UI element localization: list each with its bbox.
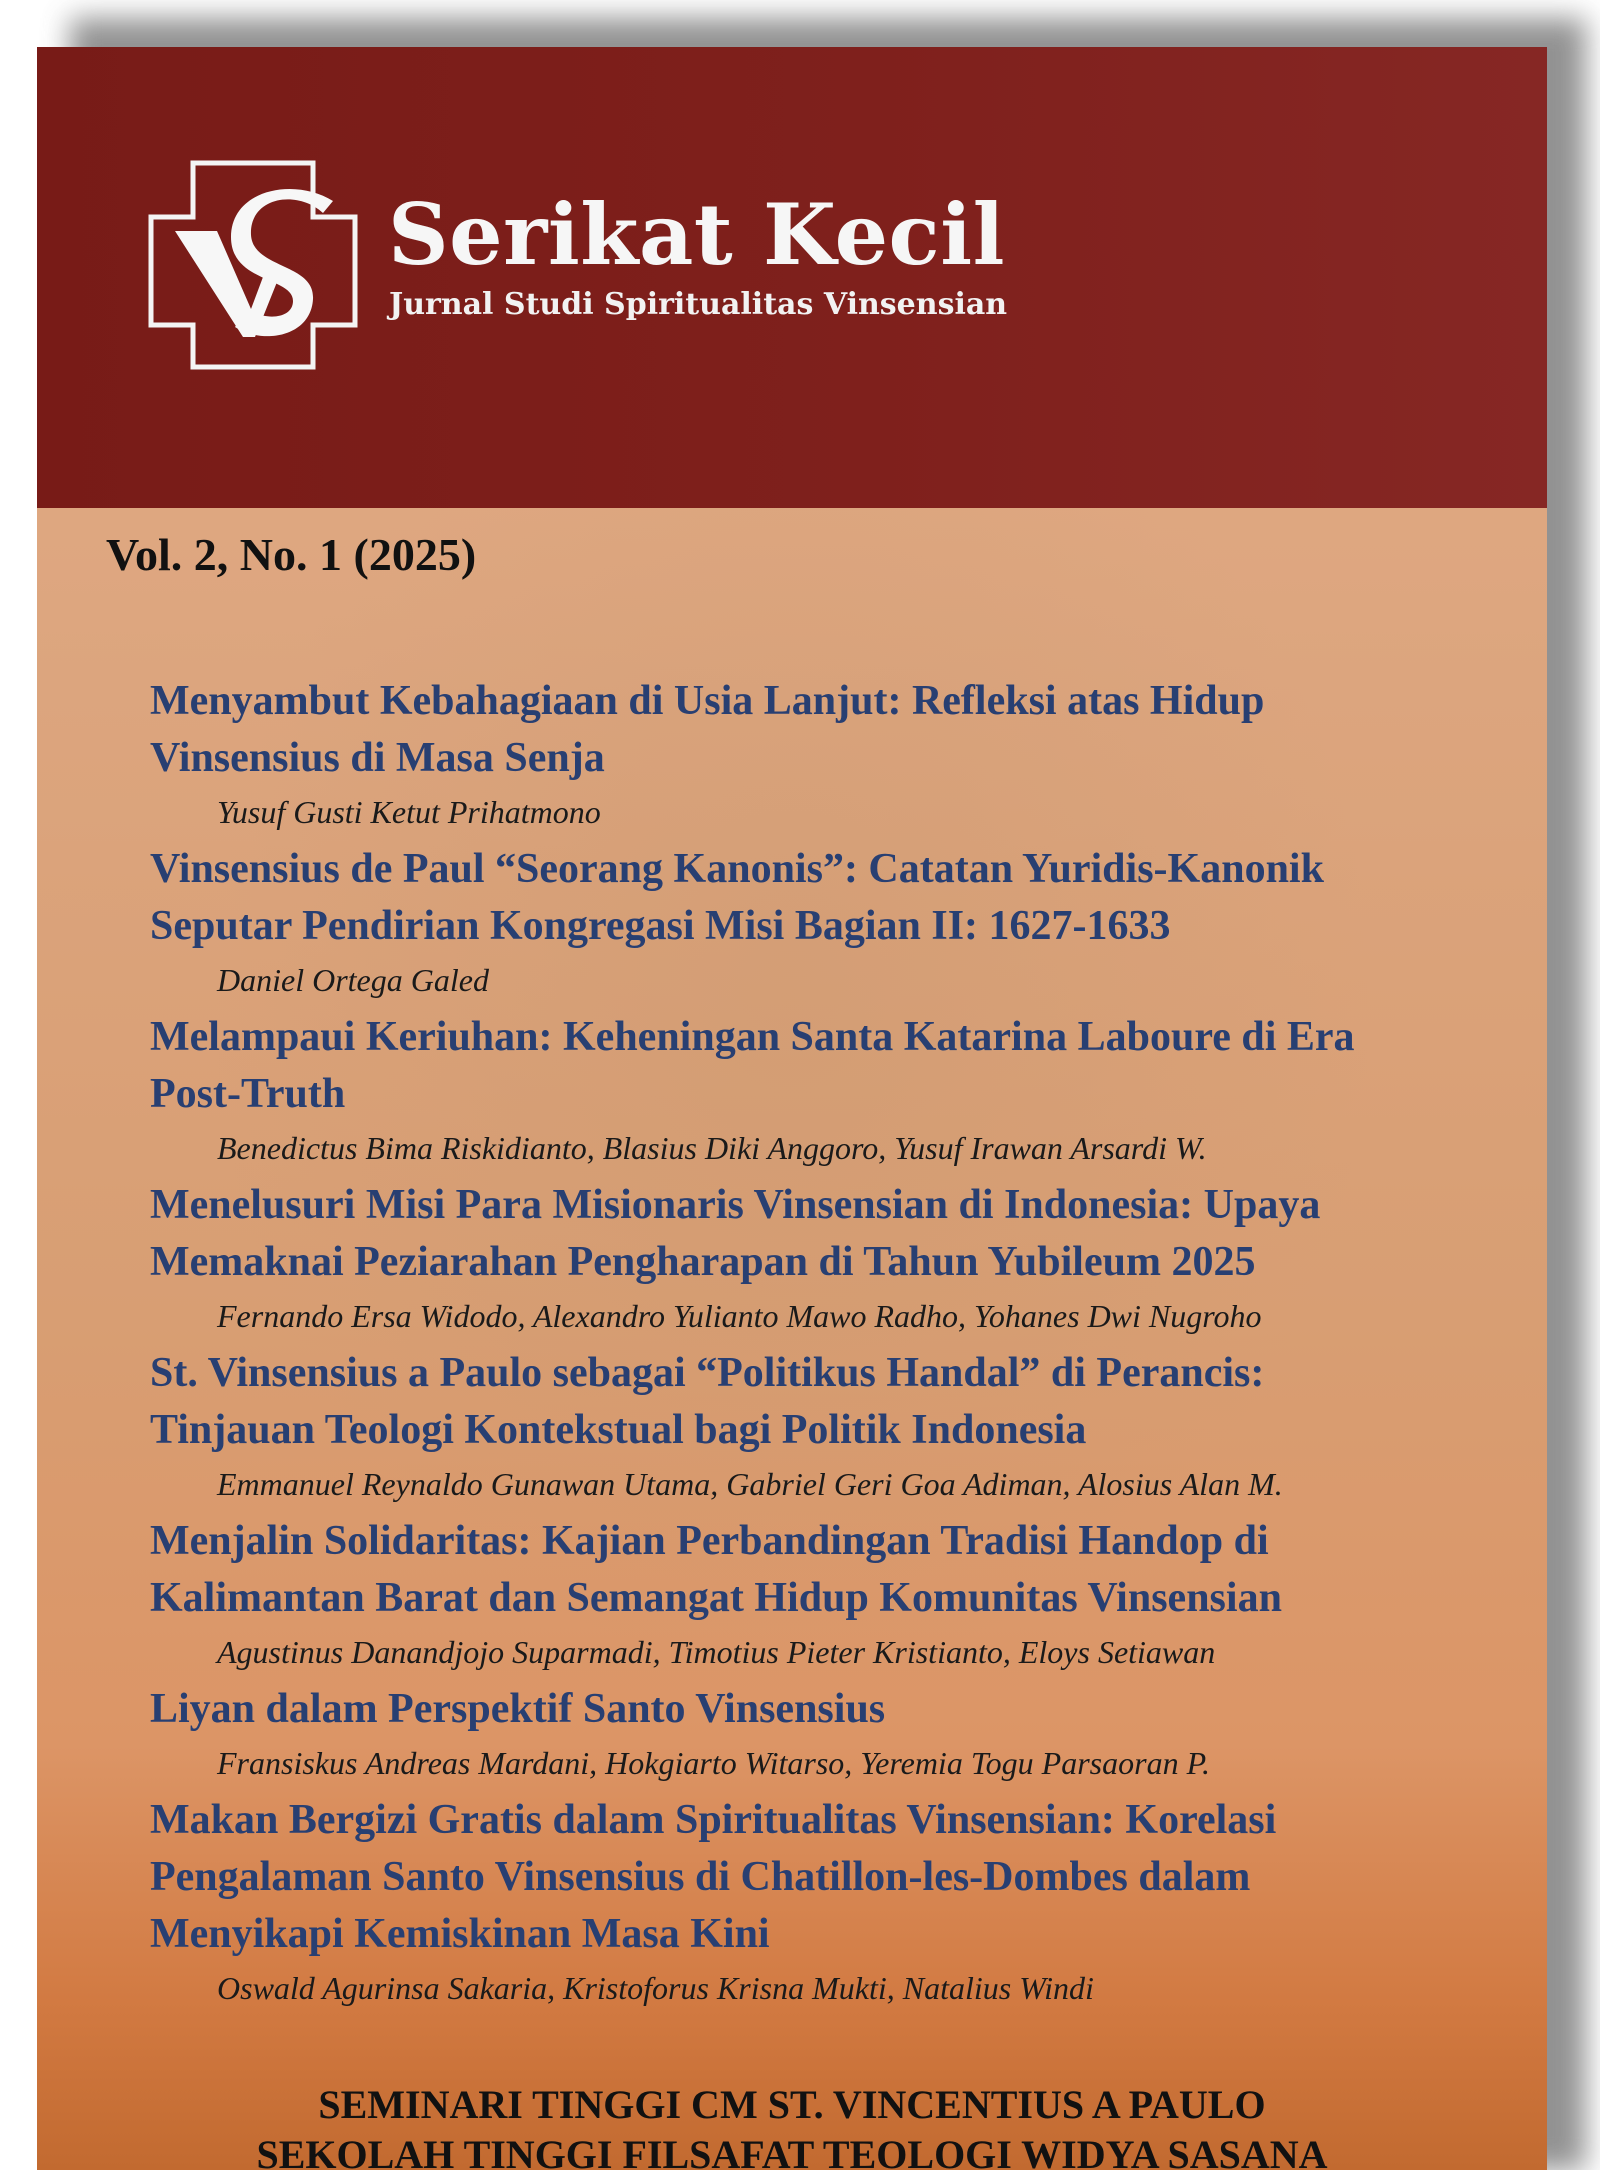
article-title: Menyikapi Kemiskinan Masa Kini <box>150 1911 770 1957</box>
article-entry <box>37 1792 1547 2013</box>
article-entry <box>37 1681 1547 1788</box>
article-title: Pengalaman Santo Vinsensius di Chatillon-les-Dombes dalam <box>150 1854 1251 1900</box>
article-title: Menyambut Kebahagiaan di Usia Lanjut: Refleksi atas Hidup <box>150 678 1265 724</box>
article-title: Seputar Pendirian Kongregasi Misi Bagian II: 1627-1633 <box>150 903 1171 949</box>
article-authors: Fernando Ersa Widodo, Alexandro Yulianto Mawo Radho, Yohanes Dwi Nugroho <box>217 1298 1262 1334</box>
article-title: Menjalin Solidaritas: Kajian Perbandingan Tradisi Handop di <box>150 1518 1269 1564</box>
article-authors: Yusuf Gusti Ketut Prihatmono <box>217 794 601 830</box>
publisher-line: SEKOLAH TINGGI FILSAFAT TEOLOGI WIDYA SASANA <box>256 2132 1328 2170</box>
article-title: Menelusuri Misi Para Misionaris Vinsensian di Indonesia: Upaya <box>150 1182 1321 1228</box>
article-title: Vinsensius di Masa Senja <box>150 735 605 781</box>
article-entry <box>37 841 1547 1005</box>
article-title: Post-Truth <box>150 1071 346 1117</box>
article-authors: Agustinus Danandjojo Suparmadi, Timotius Pieter Kristianto, Eloys Setiawan <box>217 1634 1216 1670</box>
article-authors: Fransiskus Andreas Mardani, Hokgiarto Witarso, Yeremia Togu Parsaoran P. <box>217 1745 1210 1781</box>
article-authors: Emmanuel Reynaldo Gunawan Utama, Gabriel Geri Goa Adiman, Alosius Alan M. <box>217 1466 1283 1502</box>
article-entry <box>37 1177 1547 1341</box>
article-entry <box>37 1009 1547 1173</box>
cover-header <box>37 47 1547 508</box>
article-entry <box>37 673 1547 837</box>
article-entry <box>37 1345 1547 1509</box>
article-title: Makan Bergizi Gratis dalam Spiritualitas Vinsensian: Korelasi <box>150 1797 1277 1843</box>
article-title: Vinsensius de Paul “Seorang Kanonis”: Catatan Yuridis-Kanonik <box>150 846 1324 892</box>
publisher-line: SEMINARI TINGGI CM ST. VINCENTIUS A PAULO <box>318 2082 1266 2127</box>
article-entry <box>37 1513 1547 1677</box>
article-title: Liyan dalam Perspektif Santo Vinsensius <box>150 1686 886 1732</box>
journal-cover <box>37 47 1547 2170</box>
article-title: St. Vinsensius a Paulo sebagai “Politikus Handal” di Perancis: <box>150 1350 1265 1396</box>
article-authors: Daniel Ortega Galed <box>217 962 489 998</box>
article-title: Melampaui Keriuhan: Keheningan Santa Katarina Laboure di Era <box>150 1014 1355 1060</box>
vs-cross-logo-icon <box>147 159 359 371</box>
table-of-contents <box>37 673 1547 2017</box>
publisher-footer <box>37 2080 1547 2170</box>
journal-title: Serikat Kecil <box>388 185 1006 284</box>
article-authors: Benedictus Bima Riskidianto, Blasius Diki Anggoro, Yusuf Irawan Arsardi W. <box>217 1130 1207 1166</box>
article-title: Tinjauan Teologi Kontekstual bagi Politik Indonesia <box>150 1407 1087 1453</box>
issue-volume: Vol. 2, No. 1 (2025) <box>106 529 477 580</box>
journal-subtitle: Jurnal Studi Spiritualitas Vinsensian <box>389 287 1008 322</box>
article-title: Kalimantan Barat dan Semangat Hidup Komunitas Vinsensian <box>150 1575 1282 1621</box>
article-authors: Oswald Agurinsa Sakaria, Kristoforus Krisna Mukti, Natalius Windi <box>217 1970 1094 2006</box>
article-title: Memaknai Peziarahan Pengharapan di Tahun Yubileum 2025 <box>150 1239 1256 1285</box>
